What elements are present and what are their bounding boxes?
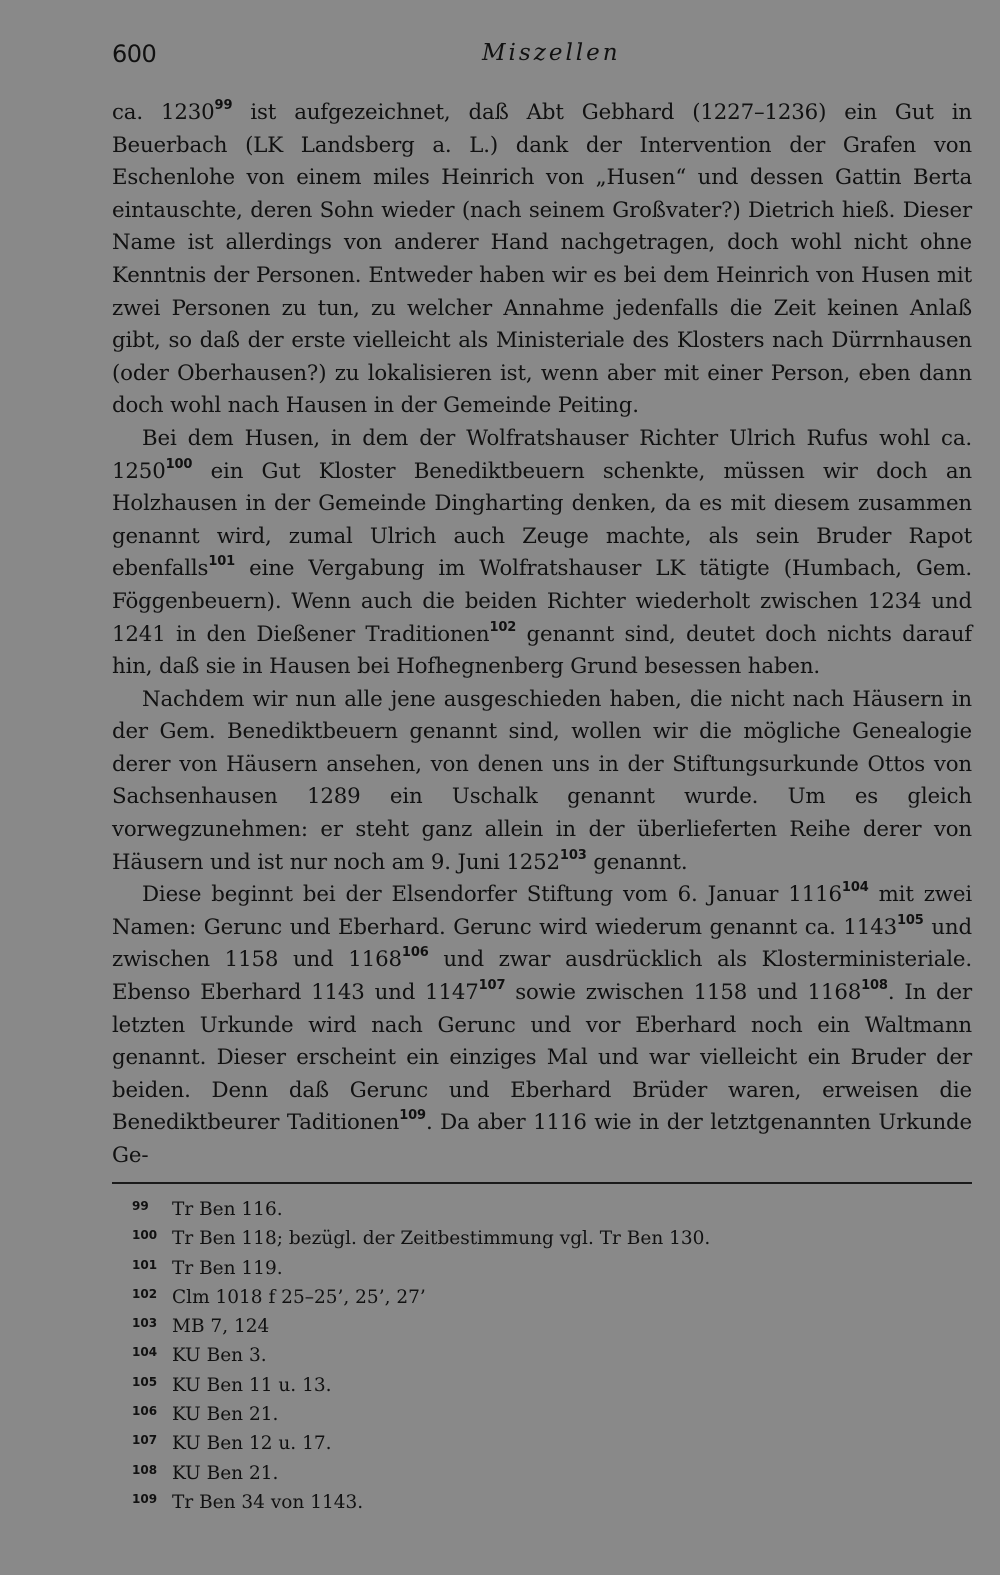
footnote-reference: 102 xyxy=(489,619,517,635)
text-run: ein Gut Kloster Benediktbeuern schenkte, müssen wir doch an Holzhausen in der Gemeinde Dingharting denken, da es mit diesem zusammen genannt wird, zumal Ulrich auch Zeuge machte, als sein Bruder Rapot ebenfalls xyxy=(112,458,972,582)
footnote xyxy=(132,1460,952,1489)
footnote-text: KU Ben 3. xyxy=(172,1345,267,1367)
footnote xyxy=(132,1255,952,1284)
footnote-number: 108 xyxy=(132,1462,158,1477)
footnote xyxy=(132,1401,952,1430)
paragraph xyxy=(112,879,972,1172)
footnote-text: Tr Ben 118; bezügl. der Zeitbestimmung vgl. Tr Ben 130. xyxy=(172,1228,711,1250)
footnote-number: 101 xyxy=(132,1257,158,1272)
footnote-reference: 108 xyxy=(861,978,888,994)
footnote-text: MB 7, 124 xyxy=(172,1316,270,1338)
paragraph xyxy=(112,423,972,684)
footnote-number: 105 xyxy=(132,1374,158,1389)
footnote-number: 100 xyxy=(132,1228,158,1243)
text-run: . Da aber 1116 wie in der letztgenannten Urkunde Ge- xyxy=(112,1110,972,1168)
footnote-reference: 107 xyxy=(478,978,506,994)
page-header xyxy=(112,40,972,80)
footnote xyxy=(132,1284,952,1313)
footnote-reference: 105 xyxy=(897,912,924,928)
footnote xyxy=(132,1430,952,1459)
text-run: Diese beginnt bei der Elsendorfer Stiftung vom 6. Januar 1116 xyxy=(142,882,842,908)
text-run: mit zwei Namen: Gerunc und Eberhard. Gerunc wird wiederum genannt ca. 1143 xyxy=(112,882,973,940)
footnote-number: 102 xyxy=(132,1286,158,1301)
footnote-text: Clm 1018 f 25–25’, 25’, 27’ xyxy=(172,1286,426,1308)
paragraph xyxy=(112,684,972,880)
text-run: Nachdem wir nun alle jene ausgeschieden haben, die nicht nach Häusern in der Gem. Benediktbeuern genannt sind, wollen wir die mögliche Genealogie derer von Häusern ansehen, von denen uns in der Stiftungsurkunde Ottos von Sachsenhausen 1289 ein Uschalk genannt wurde. Um es gleich vorwegzunehmen: er steht ganz allein in der überlieferten Reihe derer von Häusern und ist nur noch am 9. Juni 1252 xyxy=(112,686,972,875)
footnote-reference: 100 xyxy=(165,456,193,472)
footnote-text: KU Ben 11 u. 13. xyxy=(172,1374,332,1396)
running-head: Miszellen xyxy=(482,40,621,66)
footnote-number: 109 xyxy=(132,1491,158,1506)
footnote xyxy=(132,1196,952,1225)
text-run: genannt sind, deutet doch nichts darauf hin, daß sie in Hausen bei Hofhegnenberg Grund besessen haben. xyxy=(112,621,972,680)
page-number: 600 xyxy=(112,40,157,68)
text-run: und zwar ausdrücklich als Klosterministeriale. Ebenso Eberhard 1143 und 1147 xyxy=(112,947,972,1006)
text-run: und zwischen 1158 und 1168 xyxy=(112,914,972,973)
footnote-rule xyxy=(112,1182,972,1184)
text-run: ca. 1230 xyxy=(112,100,215,125)
footnotes xyxy=(132,1196,952,1518)
footnote-number: 107 xyxy=(132,1433,158,1448)
footnote xyxy=(132,1372,952,1401)
footnote xyxy=(132,1225,952,1254)
footnote xyxy=(132,1313,952,1342)
paragraph xyxy=(112,97,972,423)
footnote-reference: 101 xyxy=(208,554,236,570)
footnote-text: KU Ben 21. xyxy=(172,1462,279,1484)
footnote-number: 106 xyxy=(132,1404,158,1419)
footnote-reference: 104 xyxy=(841,880,869,896)
text-run: sowie zwischen 1158 und 1168 xyxy=(505,980,862,1006)
footnote-text: KU Ben 12 u. 17. xyxy=(172,1433,332,1455)
footnote-reference: 109 xyxy=(399,1108,426,1124)
text-run: eine Vergabung im Wolfratshauser LK tätigte (Humbach, Gem. Föggenbeuern). Wenn auch die beiden Richter wiederholt zwischen 1234 und 1241 in den Dießener Traditionen xyxy=(112,556,972,647)
footnote-text: Tr Ben 34 von 1143. xyxy=(172,1491,364,1513)
footnote-reference: 99 xyxy=(214,98,233,113)
footnote-text: Tr Ben 119. xyxy=(172,1257,283,1279)
footnote-text: Tr Ben 116. xyxy=(172,1199,283,1220)
text-run: ist aufgezeichnet, daß Abt Gebhard (1227–1236) ein Gut in Beuerbach (LK Landsberg a. L.) dank der Intervention der Grafen von Eschenlohe von einem miles Heinrich von „Husen“ und dessen Gattin Berta eintauschte, deren Sohn wieder (nach seinem Großvater?) Dietrich hieß. Dieser Name ist allerdings von anderer Hand nachgetragen, doch wohl nicht ohne Kenntnis der Personen. Entweder haben wir es bei dem Heinrich von Husen mit zwei Personen zu tun, zu welcher Annahme jedenfalls die Zeit keinen Anlaß gibt, so daß der erste vielleicht als Ministeriale des Klosters nach Dürrnhausen (oder Oberhausen?) zu lokalisieren ist, wenn aber mit einer Person, eben dann doch wohl nach Hausen in der Gemeinde Peiting. xyxy=(112,100,972,419)
footnote xyxy=(132,1342,952,1371)
text-run: Bei dem Husen, in dem der Wolfratshauser Richter Ulrich Rufus wohl ca. 1250 xyxy=(112,425,972,484)
footnote-text: KU Ben 21. xyxy=(172,1404,279,1426)
footnote-reference: 106 xyxy=(401,945,429,961)
text-run: genannt. xyxy=(586,849,688,875)
footnote xyxy=(132,1489,952,1518)
footnote-number: 103 xyxy=(132,1316,158,1331)
footnote-reference: 103 xyxy=(559,847,587,863)
body-text xyxy=(112,97,972,1173)
footnote-number: 99 xyxy=(132,1199,149,1213)
footnote-number: 104 xyxy=(132,1345,158,1360)
text-run: . In der letzten Urkunde wird nach Gerunc und vor Eberhard noch ein Waltmann genannt. Dieser erscheint ein einziges Mal und war vielleicht ein Bruder der beiden. Denn daß Gerunc und Eberhard Brüder waren, erweisen die Benediktbeurer Taditionen xyxy=(112,980,972,1136)
